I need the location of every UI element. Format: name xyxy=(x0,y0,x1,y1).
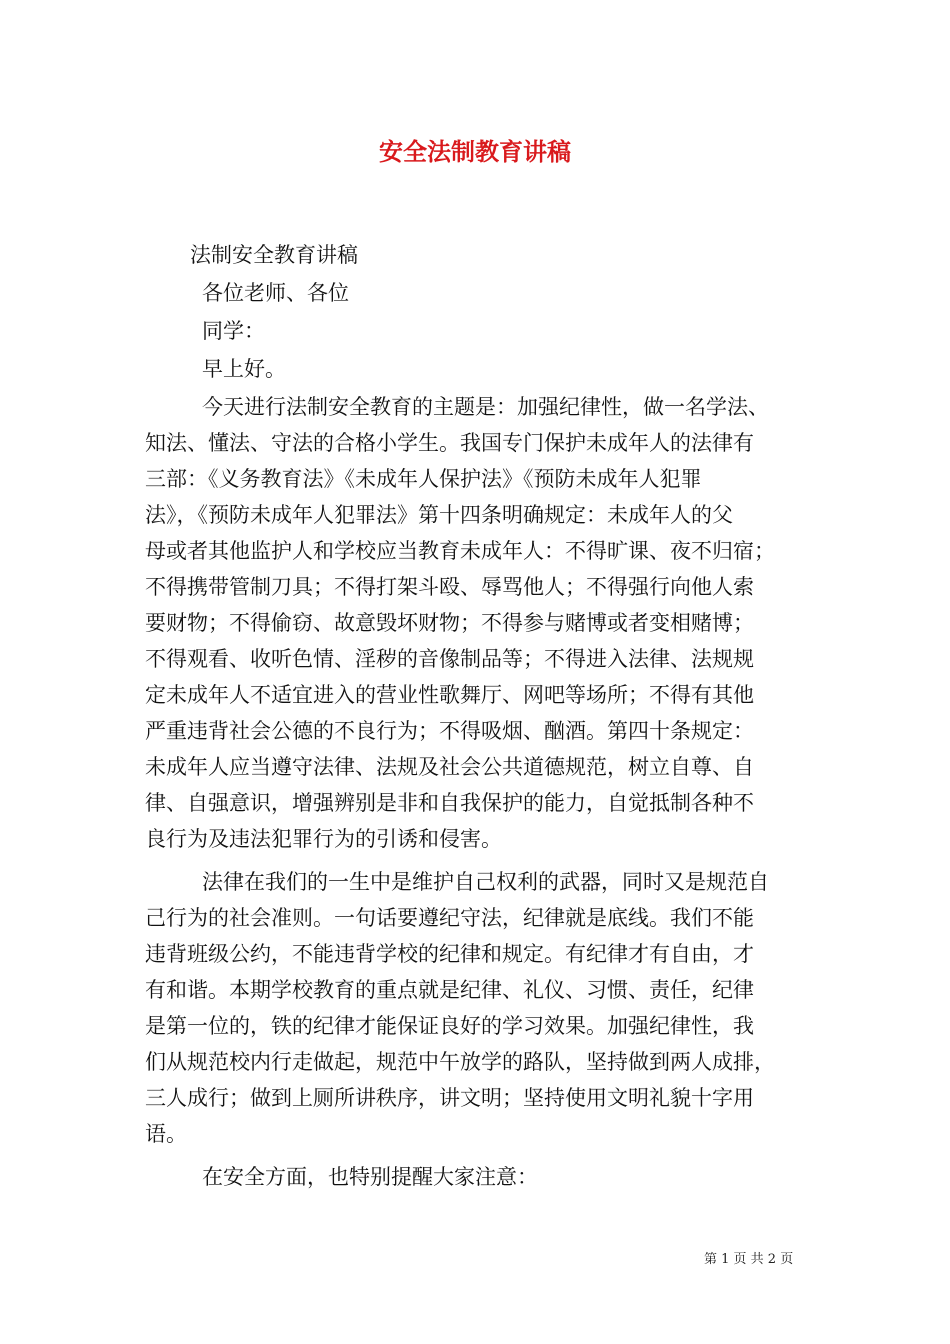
text-line: 定未成年人不适宜进入的营业性歌舞厅、网吧等场所；不得有其他 xyxy=(145,683,754,707)
text-line: 要财物；不得偷窃、故意毁坏财物；不得参与赌博或者变相赌博； xyxy=(145,611,754,635)
text-line: 己行为的社会准则。一句话要遵纪守法，纪律就是底线。我们不能 xyxy=(145,906,754,930)
text-line: 知法、懂法、守法的合格小学生。我国专门保护未成年人的法律有 xyxy=(145,431,754,455)
page-number-footer: 第 1 页 共 2 页 xyxy=(704,1252,794,1267)
document-title: 安全法制教育讲稿 xyxy=(379,137,571,166)
text-line: 律、自强意识，增强辨别是非和自我保护的能力，自觉抵制各种不 xyxy=(145,791,754,815)
text-line: 早上好。 xyxy=(202,357,286,381)
text-line: 三人成行；做到上厕所讲秩序，讲文明；坚持使用文明礼貌十字用 xyxy=(145,1086,754,1110)
text-line: 严重违背社会公德的不良行为；不得吸烟、酗酒。第四十条规定： xyxy=(145,719,754,743)
text-line: 有和谐。本期学校教育的重点就是纪律、礼仪、习惯、责任，纪律 xyxy=(145,978,754,1002)
text-line: 良行为及违法犯罪行为的引诱和侵害。 xyxy=(145,827,502,851)
text-line: 在安全方面，也特别提醒大家注意： xyxy=(202,1165,538,1189)
text-line: 各位老师、各位 xyxy=(202,281,349,305)
text-line: 今天进行法制安全教育的主题是：加强纪律性，做一名学法、 xyxy=(202,395,769,419)
text-line: 是第一位的，铁的纪律才能保证良好的学习效果。加强纪律性，我 xyxy=(145,1014,754,1038)
text-line: 同学： xyxy=(202,319,265,343)
text-line: 未成年人应当遵守法律、法规及社会公共道德规范，树立自尊、自 xyxy=(145,755,754,779)
text-line: 法》，《预防未成年人犯罪法》第十四条明确规定：未成年人的父 xyxy=(145,503,733,527)
text-line: 语。 xyxy=(145,1122,187,1146)
text-line: 法律在我们的一生中是维护自己权利的武器，同时又是规范自 xyxy=(202,870,769,894)
text-line: 违背班级公约，不能违背学校的纪律和规定。有纪律才有自由，才 xyxy=(145,942,754,966)
text-line: 们从规范校内行走做起，规范中午放学的路队，坚持做到两人成排， xyxy=(145,1050,775,1074)
text-line: 法制安全教育讲稿 xyxy=(190,243,358,267)
text-line: 不得观看、收听色情、淫秽的音像制品等；不得进入法律、法规规 xyxy=(145,647,754,671)
text-line: 三部：《义务教育法》《未成年人保护法》《预防未成年人犯罪 xyxy=(145,467,702,491)
text-line: 母或者其他监护人和学校应当教育未成年人：不得旷课、夜不归宿； xyxy=(145,539,775,563)
text-line: 不得携带管制刀具；不得打架斗殴、辱骂他人；不得强行向他人索 xyxy=(145,575,754,599)
